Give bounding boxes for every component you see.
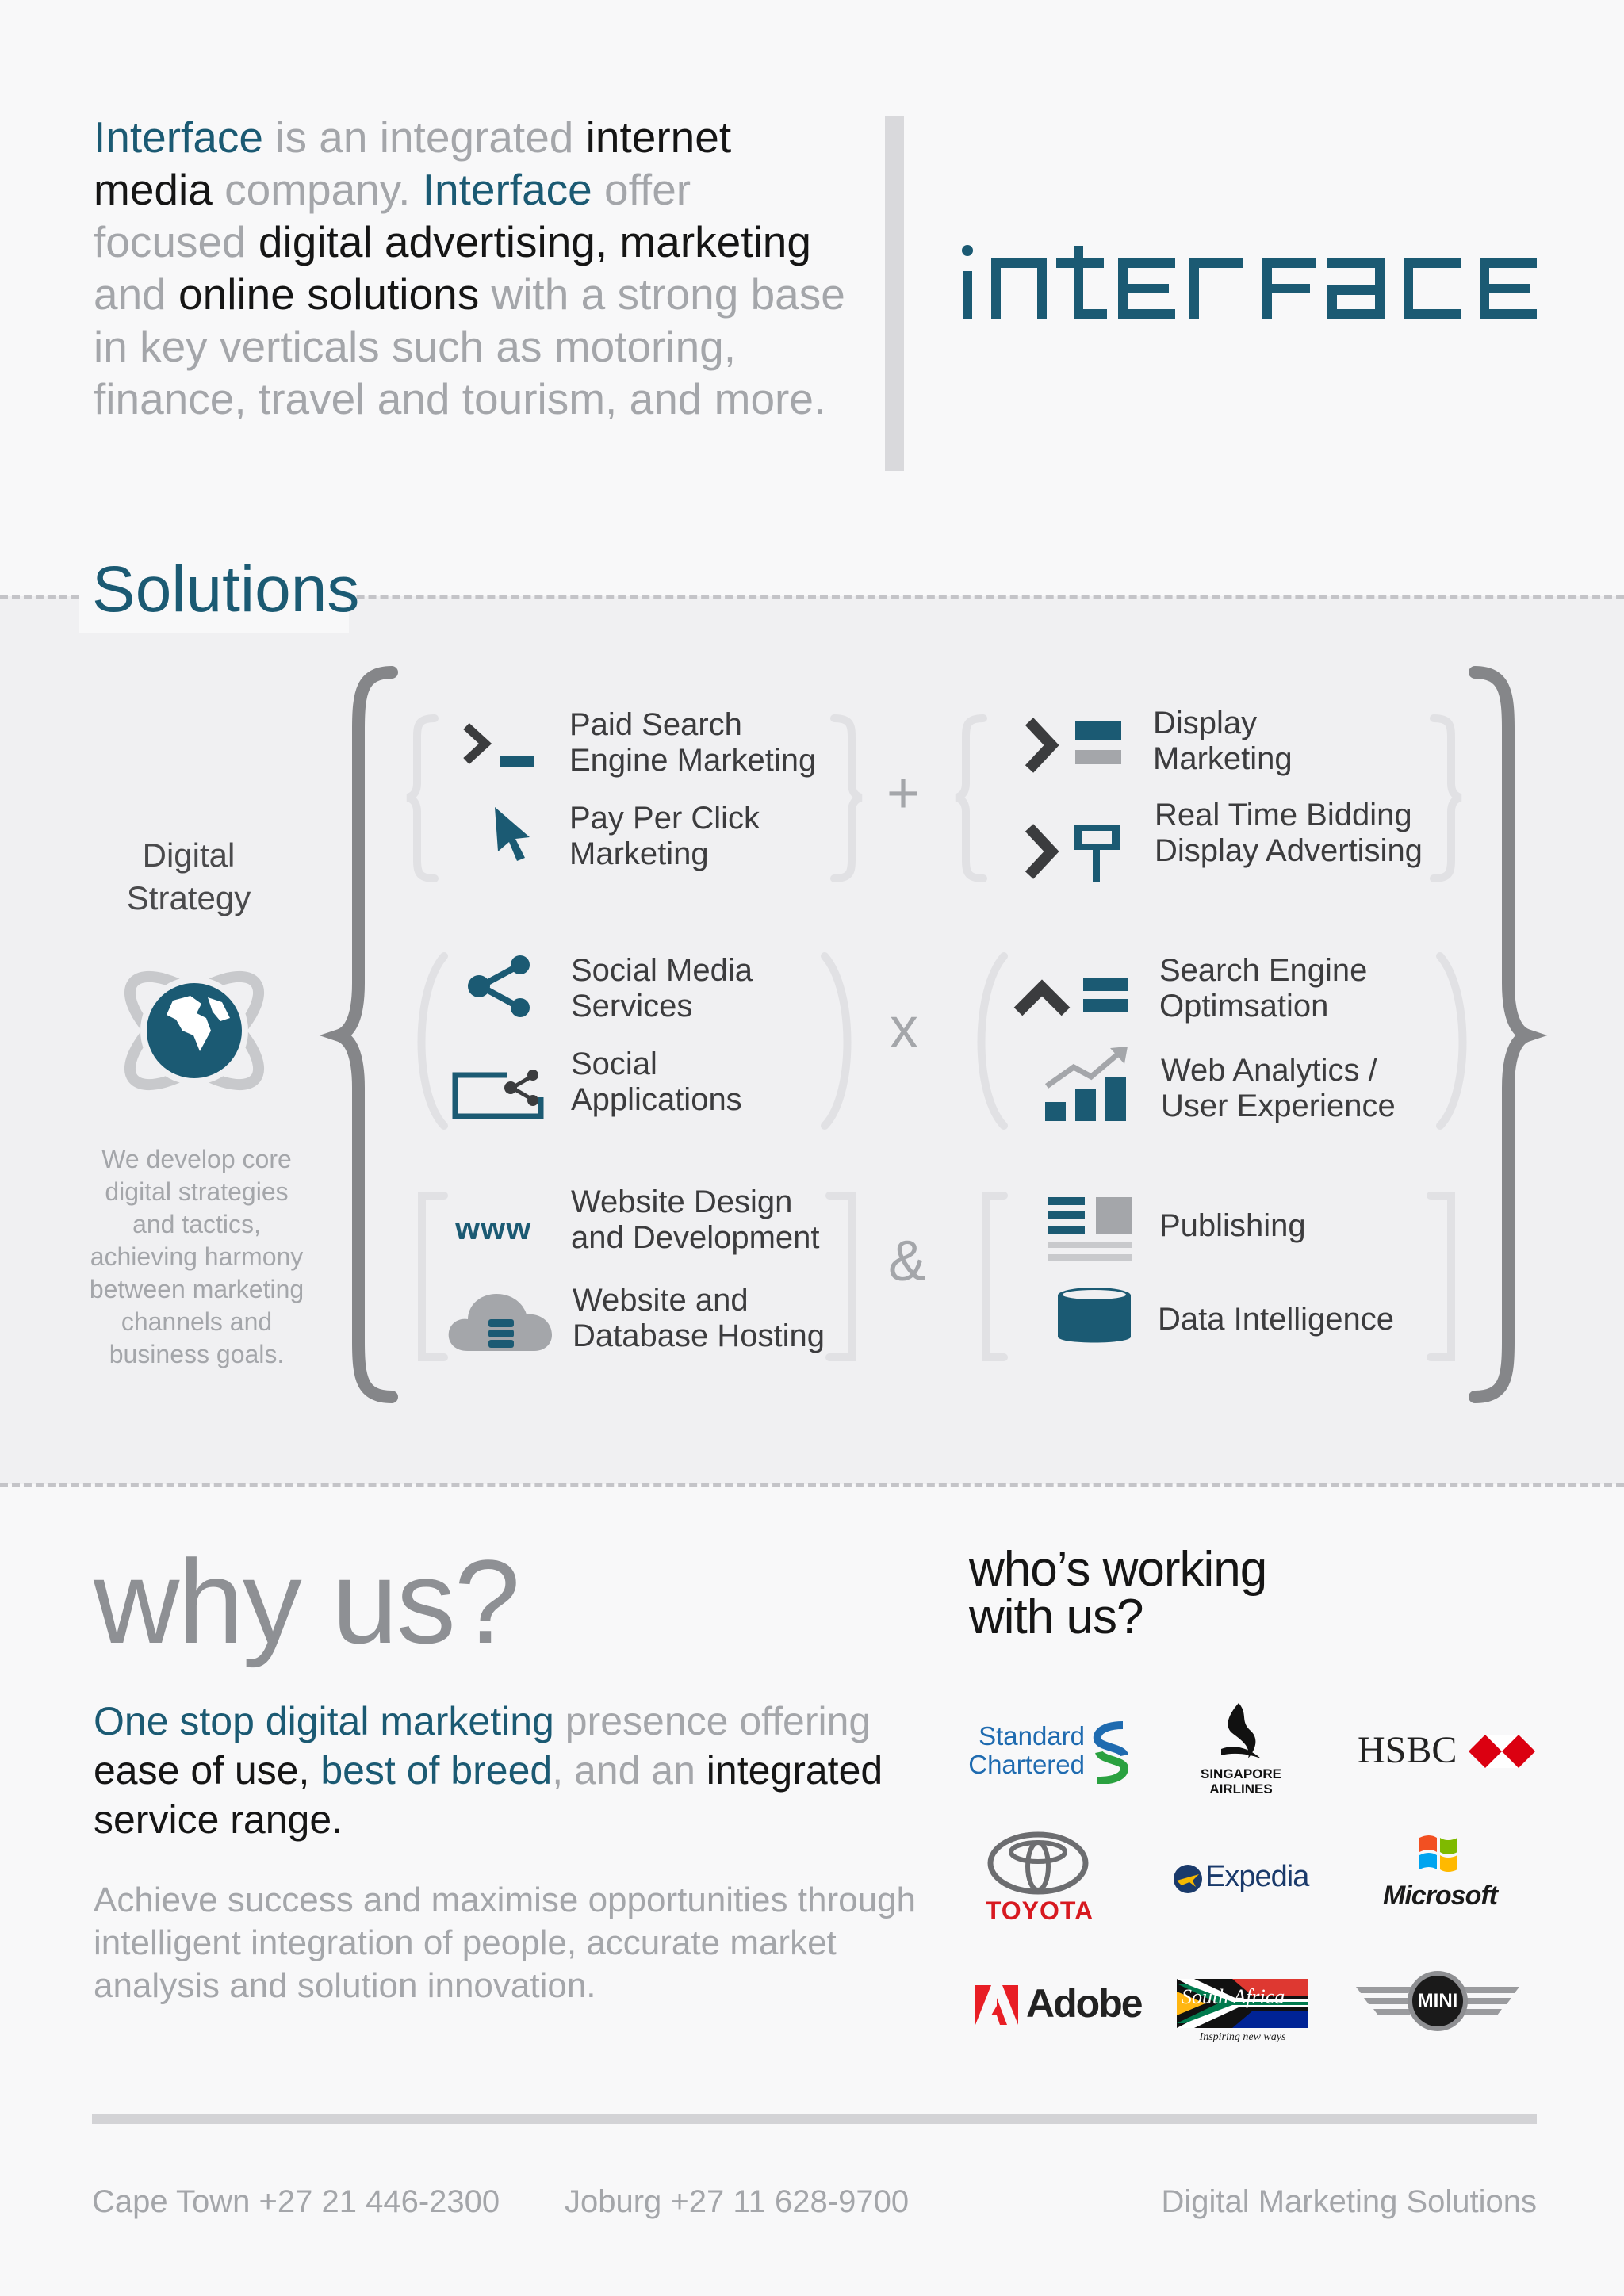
- sc-text: [967, 1722, 1085, 1779]
- footer-tagline: Digital Marketing Solutions: [1161, 2184, 1537, 2219]
- service-line: Marketing: [1153, 741, 1293, 776]
- mini-text: MINI: [1417, 1990, 1458, 2011]
- service-line: Publishing: [1159, 1208, 1306, 1243]
- standard-chartered-logo: [967, 1720, 1142, 1792]
- service-line: Paid Search: [569, 707, 742, 742]
- interface-logo: [959, 235, 1546, 322]
- expedia-logo: [1172, 1860, 1315, 1900]
- sa-script: South Africa: [1182, 1985, 1285, 2008]
- service-line: Data Intelligence: [1158, 1302, 1394, 1337]
- signpost-chevron-icon: [1023, 821, 1126, 885]
- solutions-title: Solutions: [92, 553, 360, 626]
- intro-paragraph: [94, 111, 855, 425]
- service-line: Web Analytics /: [1161, 1053, 1377, 1088]
- toyota-ellipses-icon: [986, 1831, 1090, 1895]
- service-analytics: [1161, 1053, 1396, 1124]
- caret-up-lines-icon: [1013, 972, 1131, 1020]
- toyota-text: TOYOTA: [985, 1896, 1094, 1925]
- sia-bird-icon: [1216, 1703, 1266, 1763]
- digital-strategy-title: [87, 834, 290, 920]
- clients-title-line: who’s working: [969, 1542, 1267, 1597]
- times-operator: x: [890, 997, 918, 1060]
- ds-desc-line: achieving harmony: [90, 1242, 304, 1271]
- footer-cape-town: Cape Town +27 21 446-2300: [92, 2184, 500, 2219]
- ds-title-line: Digital: [142, 836, 236, 874]
- ds-desc-line: between marketing: [89, 1275, 304, 1303]
- why-us-title: why us?: [94, 1535, 519, 1668]
- sc-line: Chartered: [968, 1750, 1085, 1779]
- ds-desc-line: business goals.: [109, 1340, 285, 1368]
- expedia-globe-icon: [1172, 1863, 1204, 1895]
- service-line: Services: [571, 989, 693, 1024]
- sc-swirl-icon: [1091, 1720, 1131, 1784]
- service-line: Applications: [571, 1082, 742, 1117]
- digital-strategy-desc: [79, 1143, 314, 1371]
- service-line: Display: [1153, 706, 1258, 740]
- windows-flag-icon: [1418, 1833, 1459, 1873]
- sia-line: AIRLINES: [1209, 1781, 1273, 1797]
- service-line: Pay Per Click: [569, 801, 760, 836]
- sia-line: SINGAPORE: [1200, 1766, 1282, 1781]
- toyota-logo: [980, 1831, 1099, 1923]
- footer-joburg: Joburg +27 11 628-9700: [565, 2184, 910, 2219]
- ds-title-line: Strategy: [126, 879, 251, 916]
- intro-seg: offer focused: [94, 165, 691, 266]
- intro-seg: and: [94, 270, 179, 319]
- hsbc-text: HSBC: [1358, 1729, 1457, 1771]
- service-social-apps: [571, 1047, 742, 1118]
- lead-seg: One stop digital marketing: [94, 1699, 554, 1743]
- service-seo: [1159, 953, 1367, 1024]
- hsbc-logo: [1358, 1728, 1540, 1776]
- service-line: Engine Marketing: [569, 743, 817, 778]
- ds-desc-line: digital strategies: [105, 1177, 289, 1206]
- service-line: Social: [571, 1047, 657, 1081]
- intro-seg: Interface: [94, 113, 264, 162]
- sia-text: [1186, 1766, 1296, 1797]
- service-line: Real Time Bidding: [1155, 798, 1412, 832]
- www-icon: www: [455, 1211, 532, 1246]
- expedia-text: Expedia: [1205, 1860, 1309, 1893]
- clients-title-line: with us?: [969, 1590, 1143, 1644]
- service-web-design: [571, 1184, 820, 1256]
- service-line: and Development: [571, 1220, 820, 1255]
- lead-seg: integrated service range.: [94, 1748, 883, 1842]
- dashed-divider-bottom: [0, 1483, 1624, 1487]
- adobe-a-icon: [975, 1985, 1018, 2025]
- service-line: Search Engine: [1159, 953, 1368, 988]
- bar-chart-trend-icon: [1042, 1047, 1131, 1123]
- lead-seg: ease of use,: [94, 1748, 321, 1793]
- microsoft-text: Microsoft: [1383, 1881, 1497, 1911]
- service-line: Marketing: [569, 836, 709, 871]
- sc-line: Standard: [979, 1721, 1085, 1751]
- service-rtb: [1155, 798, 1423, 869]
- clients-title: [969, 1542, 1267, 1644]
- ds-desc-line: channels and: [121, 1307, 273, 1336]
- cloud-server-icon: [446, 1288, 555, 1353]
- sa-tagline: Inspiring new ways: [1199, 2031, 1286, 2043]
- intro-seg: is an integrated: [263, 113, 586, 162]
- hsbc-hexagon-icon: [1469, 1735, 1535, 1768]
- intro-seg: company.: [212, 165, 423, 214]
- service-paid-search: [569, 707, 816, 779]
- service-social-media: [571, 953, 753, 1024]
- footer-rule: [92, 2114, 1537, 2124]
- singapore-airlines-logo: [1186, 1703, 1296, 1797]
- mini-logo: [1353, 1969, 1522, 2033]
- service-line: Database Hosting: [573, 1318, 825, 1353]
- adobe-logo: [975, 1981, 1142, 2030]
- and-operator: &: [888, 1230, 927, 1293]
- lead-seg: , and an: [552, 1748, 707, 1793]
- service-hosting: [573, 1283, 825, 1354]
- south-africa-logo: [1177, 1979, 1310, 2050]
- share-icon: [465, 955, 536, 1018]
- service-display: [1153, 706, 1293, 777]
- ds-desc-line: We develop core: [102, 1145, 292, 1173]
- intro-seg: online solutions: [178, 270, 480, 319]
- plus-operator: +: [887, 762, 921, 825]
- share-screen-icon: [452, 1062, 547, 1123]
- service-line: Website and: [573, 1283, 749, 1318]
- service-data-intel: [1158, 1302, 1394, 1337]
- service-publishing: [1159, 1208, 1306, 1244]
- intro-seg: Interface: [422, 165, 592, 214]
- terminal-prompt-icon: [462, 721, 538, 771]
- service-ppc: [569, 801, 760, 872]
- service-line: Social Media: [571, 953, 753, 988]
- service-line: Optimsation: [1159, 989, 1329, 1024]
- why-us-paragraph: Achieve success and maximise opportunities through intelligent integration of people, accurate market analysis and solution innovation.: [94, 1881, 916, 2005]
- lead-seg: presence offering: [553, 1699, 871, 1743]
- why-us-lead: [94, 1697, 926, 1844]
- intro-seg: digital advertising, marketing: [258, 217, 811, 266]
- globe-orbit-icon: [111, 959, 278, 1102]
- ds-desc-line: and tactics,: [132, 1210, 261, 1238]
- intro-seg: with a strong base in key verticals such as motoring, finance, travel and tourism, and more.: [94, 270, 845, 423]
- lead-seg: best of breed: [320, 1748, 553, 1793]
- adobe-text: Adobe: [1026, 1981, 1142, 2026]
- document-layout-icon: [1047, 1196, 1134, 1262]
- service-line: Display Advertising: [1155, 833, 1423, 868]
- cursor-arrow-icon: [492, 806, 533, 863]
- service-line: Website Design: [571, 1184, 793, 1219]
- service-line: User Experience: [1161, 1089, 1396, 1123]
- database-icon: [1055, 1284, 1134, 1348]
- intro-seg: internet media: [94, 113, 732, 214]
- display-chevron-icon: [1023, 715, 1126, 775]
- vertical-divider: [885, 116, 904, 471]
- microsoft-logo: [1369, 1833, 1511, 1920]
